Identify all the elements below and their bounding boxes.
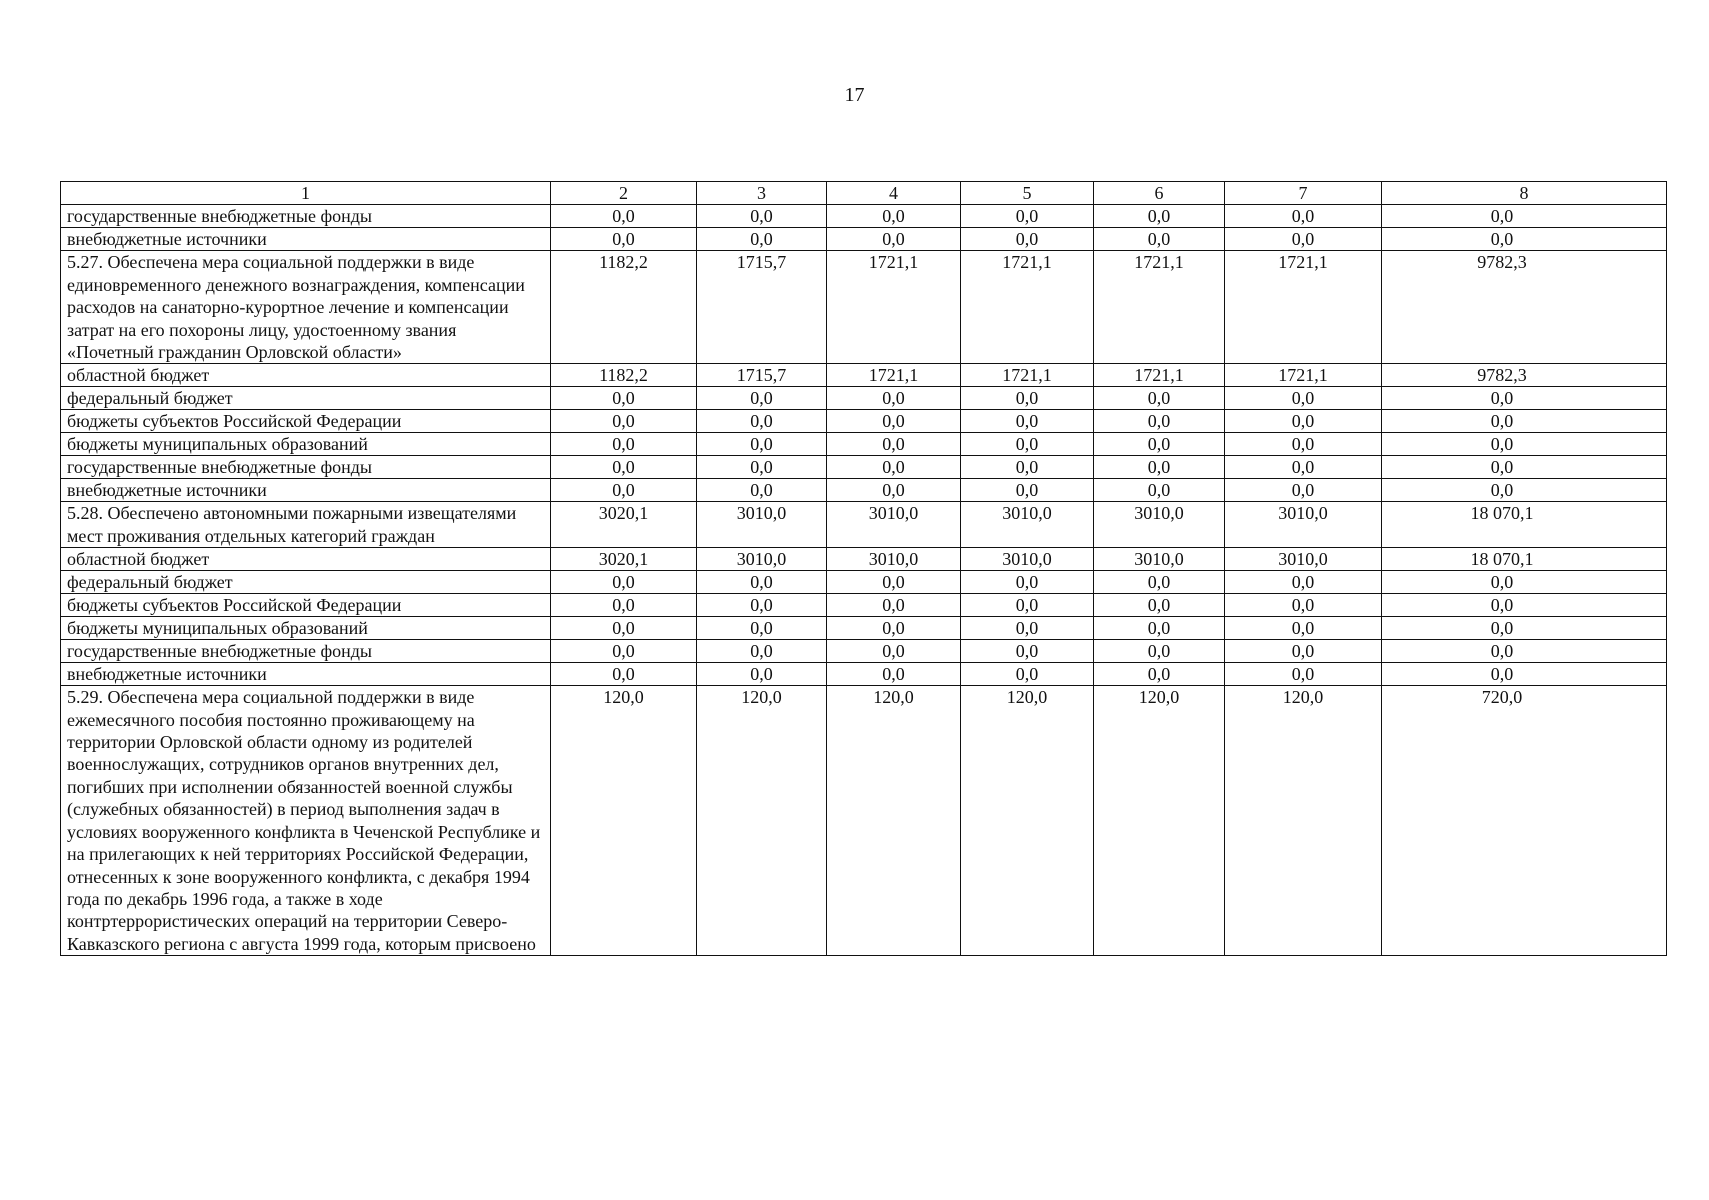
value-cell: 0,0: [961, 433, 1094, 456]
funding-source-label: государственные внебюджетные фонды: [61, 640, 551, 663]
value-cell: 0,0: [551, 594, 697, 617]
value-cell: 0,0: [551, 205, 697, 228]
value-cell: 3020,1: [551, 548, 697, 571]
table-row-source: [61, 387, 1667, 410]
total-value-cell: 18 070,1: [1382, 502, 1667, 548]
value-cell: 0,0: [697, 594, 827, 617]
value-cell: 0,0: [551, 433, 697, 456]
total-value-cell: 0,0: [1382, 571, 1667, 594]
value-cell: 0,0: [827, 594, 961, 617]
value-cell: 0,0: [1225, 410, 1382, 433]
value-cell: 0,0: [697, 387, 827, 410]
total-value-cell: 0,0: [1382, 640, 1667, 663]
value-cell: 0,0: [551, 228, 697, 251]
value-cell: 0,0: [1094, 663, 1225, 686]
total-value-cell: 0,0: [1382, 479, 1667, 502]
value-cell: 1721,1: [1225, 364, 1382, 387]
value-cell: 0,0: [827, 617, 961, 640]
table-row-source: [61, 640, 1667, 663]
value-cell: 0,0: [827, 479, 961, 502]
value-cell: 0,0: [961, 387, 1094, 410]
value-cell: 0,0: [1094, 410, 1225, 433]
value-cell: 1721,1: [961, 364, 1094, 387]
value-cell: 0,0: [1225, 387, 1382, 410]
table-row-measure: [61, 686, 1667, 956]
value-cell: 3010,0: [1094, 548, 1225, 571]
table-header-row: [61, 182, 1667, 205]
total-value-cell: 18 070,1: [1382, 548, 1667, 571]
value-cell: 0,0: [697, 571, 827, 594]
measure-description: 5.27. Обеспечена мера социальной поддержки в виде единовременного денежного вознаграждения, компенсации расходов на санаторно-курортное лечение и компенсации затрат на его похороны лицу, удостоенному звания «Почетный гражданин Орловской области»: [61, 251, 551, 364]
value-cell: 120,0: [961, 686, 1094, 956]
value-cell: 0,0: [1094, 594, 1225, 617]
table-row-source: [61, 571, 1667, 594]
value-cell: 0,0: [551, 617, 697, 640]
value-cell: 120,0: [1225, 686, 1382, 956]
funding-source-label: бюджеты субъектов Российской Федерации: [61, 594, 551, 617]
total-value-cell: 0,0: [1382, 387, 1667, 410]
table-row-source: [61, 364, 1667, 387]
value-cell: 3010,0: [1225, 502, 1382, 548]
column-header: 6: [1094, 182, 1225, 205]
value-cell: 0,0: [827, 410, 961, 433]
value-cell: 1721,1: [827, 364, 961, 387]
funding-source-label: внебюджетные источники: [61, 663, 551, 686]
value-cell: 0,0: [1094, 571, 1225, 594]
value-cell: 3010,0: [697, 502, 827, 548]
value-cell: 0,0: [551, 663, 697, 686]
value-cell: 0,0: [1225, 228, 1382, 251]
value-cell: 0,0: [961, 640, 1094, 663]
table-row-source: [61, 228, 1667, 251]
table-row-source: [61, 548, 1667, 571]
table-row-source: [61, 205, 1667, 228]
column-header: 8: [1382, 182, 1667, 205]
value-cell: 1715,7: [697, 251, 827, 364]
value-cell: 0,0: [551, 479, 697, 502]
value-cell: 0,0: [961, 663, 1094, 686]
measure-description: 5.28. Обеспечено автономными пожарными извещателями мест проживания отдельных категорий граждан: [61, 502, 551, 548]
value-cell: 0,0: [827, 205, 961, 228]
value-cell: 0,0: [1094, 640, 1225, 663]
value-cell: 3010,0: [961, 548, 1094, 571]
budget-table: [60, 181, 1667, 956]
funding-source-label: бюджеты субъектов Российской Федерации: [61, 410, 551, 433]
value-cell: 0,0: [827, 433, 961, 456]
total-value-cell: 0,0: [1382, 433, 1667, 456]
table-row-measure: [61, 502, 1667, 548]
column-header: 3: [697, 182, 827, 205]
value-cell: 3010,0: [827, 502, 961, 548]
value-cell: 0,0: [697, 640, 827, 663]
value-cell: 0,0: [961, 228, 1094, 251]
column-header: 4: [827, 182, 961, 205]
table-body: [61, 205, 1667, 956]
value-cell: 0,0: [961, 571, 1094, 594]
funding-source-label: внебюджетные источники: [61, 228, 551, 251]
value-cell: 0,0: [961, 594, 1094, 617]
value-cell: 1721,1: [1225, 251, 1382, 364]
value-cell: 3010,0: [697, 548, 827, 571]
funding-source-label: государственные внебюджетные фонды: [61, 205, 551, 228]
value-cell: 0,0: [551, 456, 697, 479]
total-value-cell: 0,0: [1382, 205, 1667, 228]
value-cell: 0,0: [1225, 571, 1382, 594]
value-cell: 0,0: [1225, 594, 1382, 617]
value-cell: 120,0: [827, 686, 961, 956]
value-cell: 0,0: [961, 479, 1094, 502]
value-cell: 3020,1: [551, 502, 697, 548]
value-cell: 120,0: [551, 686, 697, 956]
value-cell: 0,0: [551, 410, 697, 433]
value-cell: 0,0: [1094, 456, 1225, 479]
value-cell: 0,0: [961, 456, 1094, 479]
value-cell: 0,0: [697, 663, 827, 686]
funding-source-label: областной бюджет: [61, 548, 551, 571]
table-row-source: [61, 594, 1667, 617]
value-cell: 0,0: [697, 456, 827, 479]
value-cell: 0,0: [551, 387, 697, 410]
value-cell: 3010,0: [1094, 502, 1225, 548]
value-cell: 0,0: [697, 410, 827, 433]
total-value-cell: 0,0: [1382, 410, 1667, 433]
column-header: 1: [61, 182, 551, 205]
funding-source-label: федеральный бюджет: [61, 387, 551, 410]
value-cell: 0,0: [1225, 640, 1382, 663]
value-cell: 3010,0: [1225, 548, 1382, 571]
measure-description: 5.29. Обеспечена мера социальной поддержки в виде ежемесячного пособия постоянно проживающему на территории Орловской области одному из родителей военнослужащих, сотрудников органов внутренних дел, погибших при исполнении обязанностей военной службы (служебных обязанностей) в период выполнения задач в условиях вооруженного конфликта в Чеченской Республике и на прилегающих к ней территориях Российской Федерации, отнесенных к зоне вооруженного конфликта, с декабря 1994 года по декабрь 1996 года, а также в ходе контртеррористических операций на территории Северо-Кавказского региона с августа 1999 года, которым присвоено: [61, 686, 551, 956]
value-cell: 0,0: [697, 205, 827, 228]
value-cell: 0,0: [1094, 205, 1225, 228]
value-cell: 1721,1: [1094, 251, 1225, 364]
value-cell: 1721,1: [961, 251, 1094, 364]
value-cell: 0,0: [551, 571, 697, 594]
value-cell: 0,0: [827, 456, 961, 479]
column-header: 5: [961, 182, 1094, 205]
value-cell: 0,0: [827, 640, 961, 663]
value-cell: 1715,7: [697, 364, 827, 387]
value-cell: 0,0: [827, 387, 961, 410]
table-row-measure: [61, 251, 1667, 364]
value-cell: 0,0: [1225, 205, 1382, 228]
funding-source-label: бюджеты муниципальных образований: [61, 433, 551, 456]
value-cell: 0,0: [551, 640, 697, 663]
value-cell: 120,0: [697, 686, 827, 956]
total-value-cell: 0,0: [1382, 456, 1667, 479]
value-cell: 3010,0: [961, 502, 1094, 548]
table-row-source: [61, 433, 1667, 456]
value-cell: 0,0: [697, 617, 827, 640]
column-header: 2: [551, 182, 697, 205]
total-value-cell: 720,0: [1382, 686, 1667, 956]
table-row-source: [61, 663, 1667, 686]
table-row-source: [61, 410, 1667, 433]
value-cell: 0,0: [1094, 617, 1225, 640]
page-number: 17: [844, 84, 865, 106]
value-cell: 1721,1: [1094, 364, 1225, 387]
value-cell: 1182,2: [551, 251, 697, 364]
table-row-source: [61, 617, 1667, 640]
value-cell: 3010,0: [827, 548, 961, 571]
value-cell: 0,0: [827, 571, 961, 594]
value-cell: 0,0: [1225, 479, 1382, 502]
value-cell: 0,0: [961, 617, 1094, 640]
total-value-cell: 0,0: [1382, 594, 1667, 617]
value-cell: 0,0: [1094, 387, 1225, 410]
column-header: 7: [1225, 182, 1382, 205]
total-value-cell: 0,0: [1382, 663, 1667, 686]
value-cell: 0,0: [1094, 479, 1225, 502]
funding-source-label: бюджеты муниципальных образований: [61, 617, 551, 640]
value-cell: 0,0: [1225, 456, 1382, 479]
total-value-cell: 9782,3: [1382, 251, 1667, 364]
value-cell: 120,0: [1094, 686, 1225, 956]
table-row-source: [61, 456, 1667, 479]
value-cell: 0,0: [827, 228, 961, 251]
value-cell: 0,0: [1094, 228, 1225, 251]
value-cell: 0,0: [1225, 617, 1382, 640]
value-cell: 0,0: [961, 410, 1094, 433]
value-cell: 0,0: [697, 228, 827, 251]
value-cell: 0,0: [827, 663, 961, 686]
value-cell: 0,0: [1225, 663, 1382, 686]
funding-source-label: федеральный бюджет: [61, 571, 551, 594]
value-cell: 1721,1: [827, 251, 961, 364]
total-value-cell: 0,0: [1382, 228, 1667, 251]
funding-source-label: областной бюджет: [61, 364, 551, 387]
value-cell: 0,0: [961, 205, 1094, 228]
value-cell: 1182,2: [551, 364, 697, 387]
value-cell: 0,0: [1094, 433, 1225, 456]
value-cell: 0,0: [697, 433, 827, 456]
funding-source-label: государственные внебюджетные фонды: [61, 456, 551, 479]
value-cell: 0,0: [697, 479, 827, 502]
total-value-cell: 0,0: [1382, 617, 1667, 640]
funding-source-label: внебюджетные источники: [61, 479, 551, 502]
value-cell: 0,0: [1225, 433, 1382, 456]
total-value-cell: 9782,3: [1382, 364, 1667, 387]
table-row-source: [61, 479, 1667, 502]
